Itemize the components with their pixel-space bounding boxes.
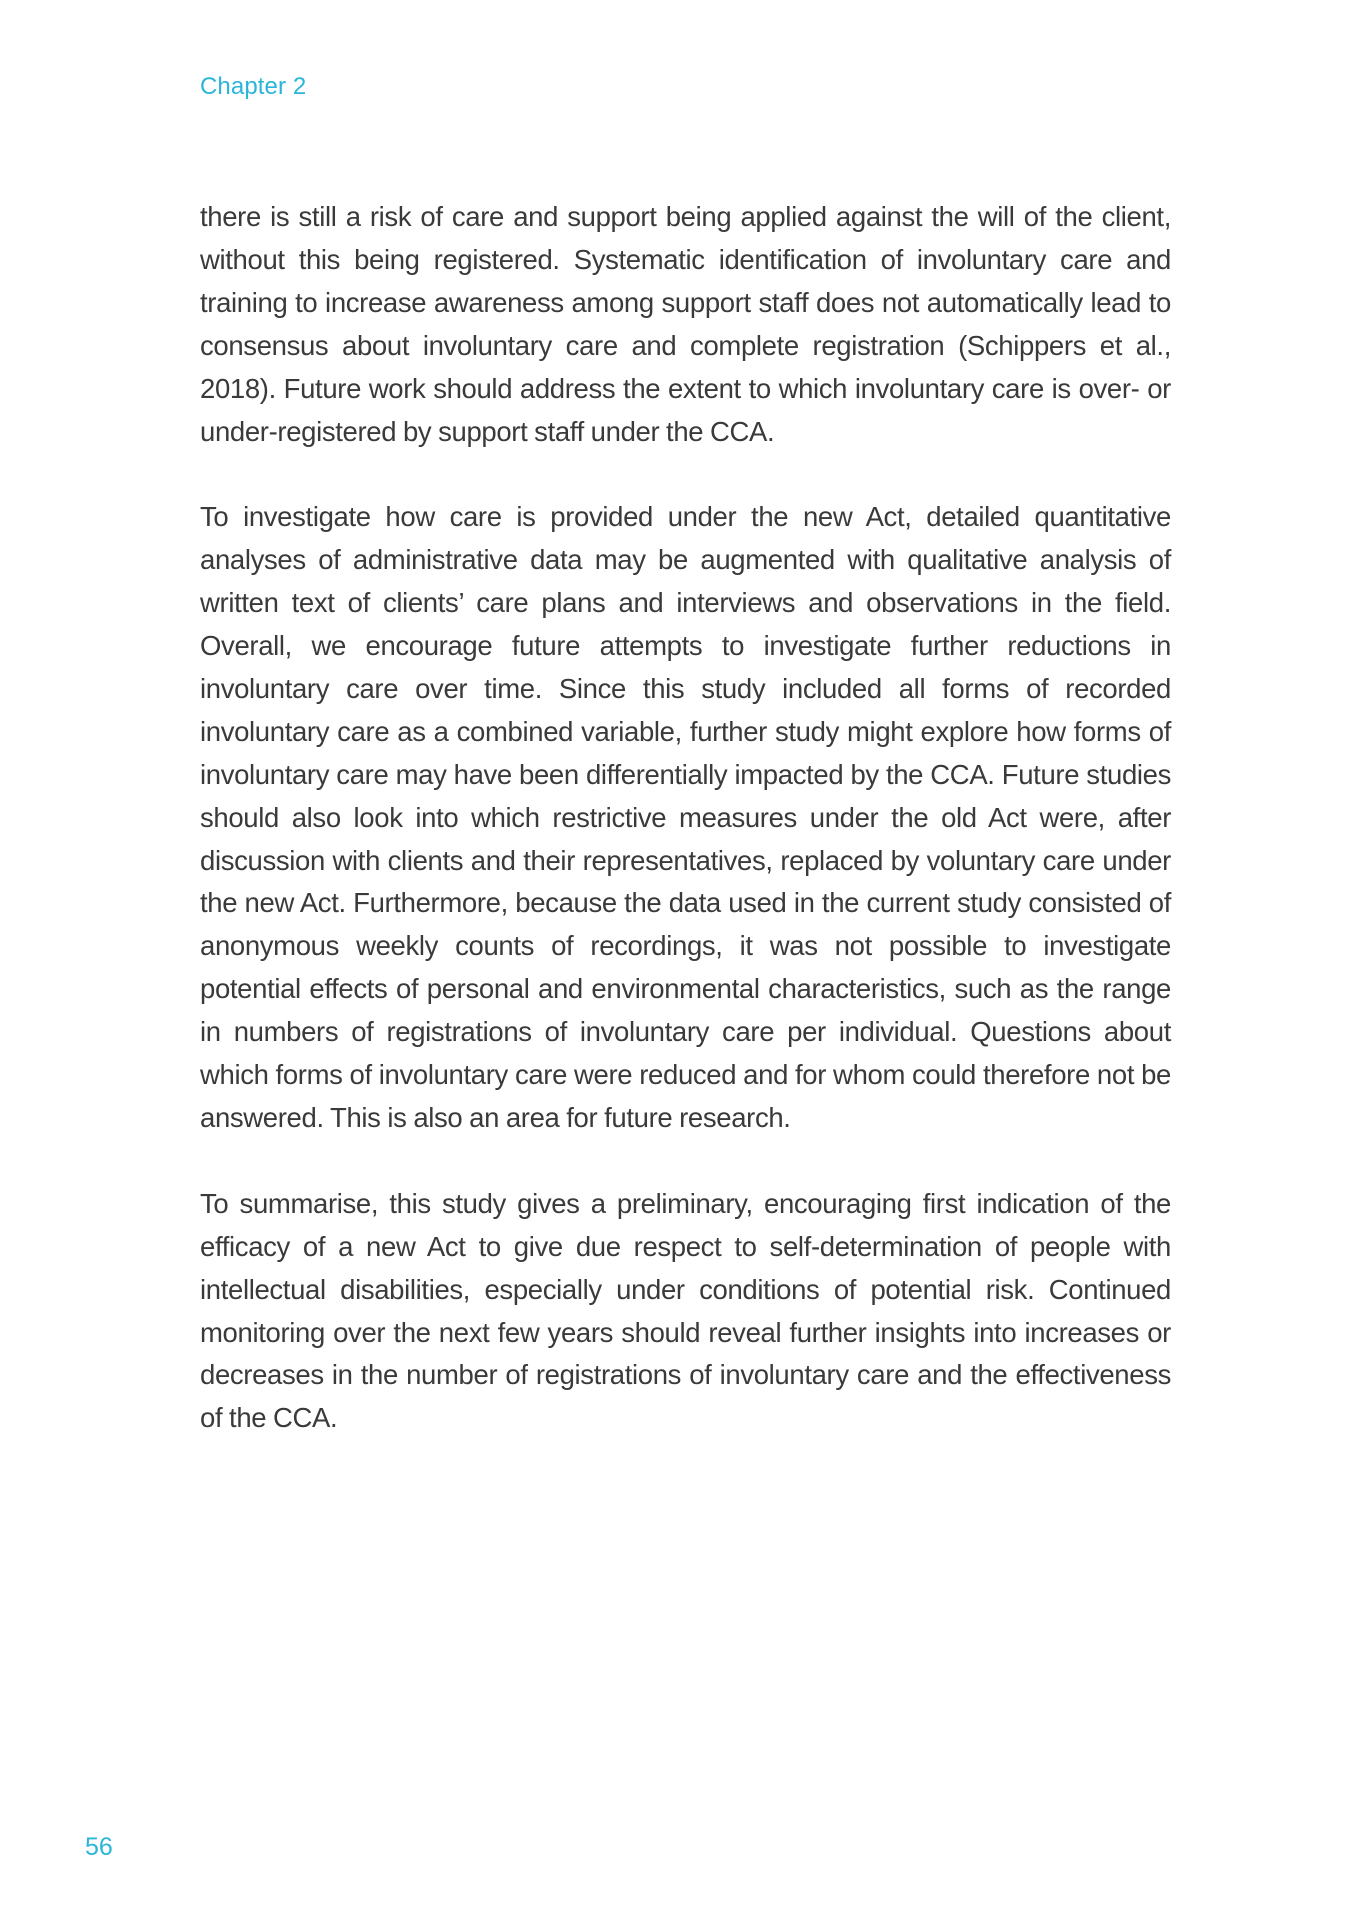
paragraph-continuation: there is still a risk of care and support being applied against the will of the client, without this being registered. Systematic identification of involuntary care and training to increase awareness among support staff does not automatically lead to consensus about involuntary care and complete registration (Schippers et al., 2018). Future work should address the extent to which involuntary care is over- or under-registered by support staff under the CCA. (200, 201, 1171, 447)
body-text (200, 196, 1171, 1483)
paragraph-summary: To summarise, this study gives a preliminary, encouraging first indication of the efficacy of a new Act to give due respect to self-determination of people with intellectual disabilities, especially under conditions of potential risk. Continued monitoring over the next few years should reveal further insights into increases or decreases in the number of registrations of involuntary care and the effectiveness of the CCA. (200, 1187, 1171, 1434)
paragraph-future-research: To investigate how care is provided under the new Act, detailed quantitative analyses of administrative data may be augmented with qualitative analysis of written text of clients’ care plans and interviews and observations in the field. Overall, we encourage future attempts to investigate further reductions in involuntary care over time. Since this study included all forms of recorded involuntary care as a combined variable, further study might explore how forms of involuntary care may have been differentially impacted by the CCA. Future studies should also look into which restrictive measures under the old Act were, after discussion with clients and their representatives, replaced by voluntary care under the new Act. Furthermore, because the data used in the current study consisted of anonymous weekly counts of recordings, it was not possible to investigate potential effects of personal and environmental characteristics, such as the range in numbers of registrations of involuntary care per individual. Questions about which forms of involuntary care were reduced and for whom could therefore not be answered. This is also an area for future research. (200, 501, 1171, 1134)
page-number: 56 (85, 1833, 113, 1861)
running-header-chapter-title: Chapter 2 (200, 73, 307, 100)
